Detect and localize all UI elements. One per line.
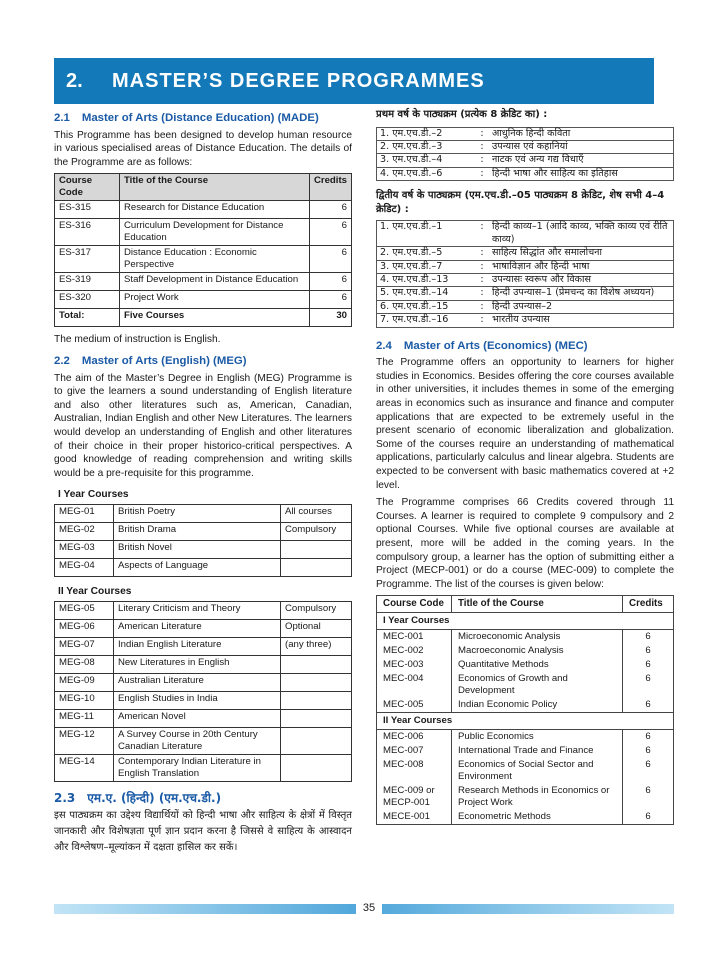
made-row-cell: Research for Distance Education: [120, 201, 310, 219]
mhd-year2-row-cell: 4. एम.एच.डी.–13: [380, 274, 449, 286]
mhd-year2-row-cell: भारतीय उपन्यास: [492, 314, 550, 326]
mec-title-cell: Indian Economic Policy: [452, 698, 623, 713]
meg-year2-row-cell: MEG-12: [55, 727, 114, 754]
mhd-intro: इस पाठ्यक्रम का उद्देश्य विद्यार्थियों को हिन्दी भाषा और साहित्य के क्षेत्रों में विस्तृत जानकारी और विशेषज्ञता पूर्ण ज्ञान प्रदान करना है जिससे वे साहित्य के आस्वादन और विश्लेषण–मूल्यांकन में दक्षता हासिल कर सकें।: [54, 810, 352, 854]
meg-year2-row-cell: Literary Criticism and Theory: [114, 601, 281, 619]
made-row: [55, 219, 352, 246]
meg-year1-row-cell: Compulsory: [281, 522, 352, 540]
mhd-year2-row: [377, 287, 674, 300]
mhd-year2-title: द्वितीय वर्ष के पाठ्यक्रम (एम.एच.डी.–05 पाठ्यक्रम 8 क्रेडिट, शेष सभी 4–4 क्रेडिट) :: [376, 190, 665, 215]
made-row-cell: ES-315: [55, 201, 120, 219]
meg-year1-row-cell: [281, 558, 352, 576]
made-row-cell: Staff Development in Distance Education: [120, 273, 310, 291]
mhd-year2-row-cell: साहित्य सिद्धांत और समालोचना: [492, 247, 602, 259]
mec-row: [377, 672, 674, 698]
meg-year2-row-cell: Australian Literature: [114, 673, 281, 691]
mhd-year1-row-cell: नाटक एवं अन्य गद्य विधाएँ: [492, 154, 584, 166]
mhd-year1-row-cell: :: [480, 154, 484, 166]
meg-year1-row-cell: MEG-02: [55, 522, 114, 540]
mec-code-cell: MEC-002: [377, 644, 452, 658]
meg-year2-row-cell: American Novel: [114, 709, 281, 727]
meg-year1-row: [55, 522, 352, 540]
meg-year1-row-cell: Aspects of Language: [114, 558, 281, 576]
mec-credit-cell: 6: [623, 784, 674, 810]
meg-year2-row-cell: [281, 655, 352, 673]
mhd-year1-title: प्रथम वर्ष के पाठ्यक्रम (प्रत्येक 8 क्रेडिट का) :: [376, 109, 548, 120]
mec-code-cell: MEC-005: [377, 698, 452, 713]
mec-title-cell: Research Methods in Economics or Project Work: [452, 784, 623, 810]
mec-code-cell: MEC-003: [377, 658, 452, 672]
mec-para1: The Programme offers an opportunity to learners for higher studies in Economics. Besides offering the core courses available in other universities, it includes themes in some of the emerging areas in economics such as insurance and finance and computer applications that are expected to be extremely useful in the present scenario of economic liberalization and globalization. Some of the courses require an understanding of mathematical applications, particularly calculus and linear algebra. Students are expected to be conversent with basic mathematics covered at +2 level.: [376, 357, 674, 491]
mhd-year1-row-cell: :: [480, 141, 484, 152]
meg-year1-row-cell: MEG-04: [55, 558, 114, 576]
mec-code-cell: MEC-007: [377, 744, 452, 758]
mhd-year2-row-cell: हिन्दी काव्य–1 (आदि काव्य, भक्ति काव्य एवं रीति काव्य): [492, 221, 668, 245]
mec-column-header: Credits: [623, 596, 674, 613]
page-number: 35: [356, 900, 382, 916]
made-row-cell: 6: [309, 219, 351, 246]
mec-row: [377, 644, 674, 658]
mec-title-cell: Economics of Growth and Development: [452, 672, 623, 698]
mhd-year1-row-cell: 2. एम.एच.डी.–3: [380, 141, 443, 152]
mhd-year2-row-cell: हिन्दी उपन्यास–2: [492, 300, 553, 312]
mec-column-header: Course Code: [377, 596, 452, 613]
made-row-cell: 6: [309, 246, 351, 273]
mec-title-cell: Quantitative Methods: [452, 658, 623, 672]
mhd-year2-row: [377, 314, 674, 327]
meg-year1-row: [55, 558, 352, 576]
meg-year2-row-cell: [281, 691, 352, 709]
mhd-year1-row: [377, 154, 674, 167]
meg-year2-row-cell: A Survey Course in 20th Century Canadian Literature: [114, 727, 281, 754]
mhd-year1-row-cell: आधुनिक हिन्दी कविता: [492, 127, 571, 139]
mec-code-cell: MEC-004: [377, 672, 452, 698]
mhd-year1-row-cell: 3. एम.एच.डी.–4: [380, 154, 443, 166]
made-total-cell: Total:: [55, 309, 120, 327]
mec-row: [377, 744, 674, 758]
meg-year2-row-cell: [281, 727, 352, 754]
meg-year2-row-cell: [281, 673, 352, 691]
mhd-year2-row-cell: :: [480, 247, 484, 259]
mec-column-header: Title of the Course: [452, 596, 623, 613]
made-table: [54, 173, 352, 327]
made-column-header: Credits: [309, 174, 351, 201]
mhd-year2-row: [377, 247, 674, 260]
mhd-year2-row-cell: उपन्यासः स्वरूप और विकास: [492, 274, 592, 286]
made-medium: The medium of instruction is English.: [54, 334, 221, 346]
mhd-year2-table: [376, 220, 674, 327]
mhd-year2-row: [377, 274, 674, 287]
mec-code-cell: MEC-008: [377, 758, 452, 784]
mec-title-cell: Econometric Methods: [452, 810, 623, 825]
mec-credit-cell: 6: [623, 644, 674, 658]
meg-intro: The aim of the Master’s Degree in English (MEG) Programme is to give the learners a sound understanding of English literature and also other literatures such as, American, Canadian, Australian, Indian English and other New Literatures. The learners would develop an understanding of English and other literatures of their choice in their proper historico-critical perspectives. A good knowledge of reading comprehension and writing skills would be a pre-requisite for this programme.: [54, 372, 352, 479]
mec-row: [377, 758, 674, 784]
mec-row: [377, 810, 674, 825]
meg-year2-row: [55, 754, 352, 781]
meg-year2-row-cell: New Literatures in English: [114, 655, 281, 673]
meg-year2-row-cell: MEG-10: [55, 691, 114, 709]
mec-title-cell: Macroeconomic Analysis: [452, 644, 623, 658]
mec-credit-cell: 6: [623, 810, 674, 825]
meg-year2-row: [55, 709, 352, 727]
meg-year2-row-cell: [281, 754, 352, 781]
mec-title-cell: Microeconomic Analysis: [452, 630, 623, 645]
meg-year2-row-cell: Contemporary Indian Literature in English Translation: [114, 754, 281, 781]
mhd-year1-row: [377, 141, 674, 154]
made-row-cell: ES-320: [55, 291, 120, 309]
meg-year1-row-cell: MEG-01: [55, 504, 114, 522]
mhd-year2-row-cell: हिन्दी उपन्यास–1 (प्रेमचन्द का विशेष अध्ययन): [492, 287, 655, 299]
mec-credit-cell: 6: [623, 730, 674, 745]
meg-year2-row-cell: (any three): [281, 637, 352, 655]
mec-code-cell: MEC-001: [377, 630, 452, 645]
mec-title-cell: Public Economics: [452, 730, 623, 745]
made-row: [55, 291, 352, 309]
meg-year1-table: [54, 504, 352, 577]
meg-year2-row: [55, 691, 352, 709]
mhd-year2-row-cell: 3. एम.एच.डी.–7: [380, 260, 443, 272]
mhd-year2-row-cell: 6. एम.एच.डी.–15: [380, 300, 449, 312]
made-row-cell: ES-317: [55, 246, 120, 273]
meg-year2-table: [54, 601, 352, 782]
mhd-year1-row: [377, 167, 674, 180]
made-row-cell: Curriculum Development for Distance Education: [120, 219, 310, 246]
mhd-year2-row-cell: :: [480, 314, 484, 326]
mhd-year1-row-cell: :: [480, 167, 484, 179]
mec-group-row: [377, 613, 674, 630]
mec-title-cell: International Trade and Finance: [452, 744, 623, 758]
meg-year2-row: [55, 637, 352, 655]
meg-year1-row-cell: All courses: [281, 504, 352, 522]
mec-row: [377, 730, 674, 745]
made-total-row: [55, 309, 352, 327]
right-column: [376, 108, 674, 825]
mhd-year1-row: [377, 127, 674, 140]
made-row-cell: 6: [309, 291, 351, 309]
made-row-cell: ES-319: [55, 273, 120, 291]
made-column-header: Course Code: [55, 174, 120, 201]
meg-year2-row-cell: [281, 709, 352, 727]
mec-credit-cell: 6: [623, 758, 674, 784]
made-heading: 2.1 Master of Arts (Distance Education) (MADE): [54, 112, 319, 124]
meg-year2-row-cell: MEG-08: [55, 655, 114, 673]
mhd-year1-row-cell: 4. एम.एच.डी.–6: [380, 167, 443, 179]
mhd-year1-table: [376, 127, 674, 182]
made-row-cell: 6: [309, 273, 351, 291]
mec-table: [376, 595, 674, 825]
meg-year2-row-cell: Compulsory: [281, 601, 352, 619]
mec-credit-cell: 6: [623, 698, 674, 713]
meg-year1-row-cell: MEG-03: [55, 540, 114, 558]
mec-group-row: [377, 713, 674, 730]
mhd-year2-row-cell: :: [480, 260, 484, 272]
made-column-header: Title of the Course: [120, 174, 310, 201]
made-row: [55, 246, 352, 273]
meg-year2-row: [55, 601, 352, 619]
meg-year2-row: [55, 619, 352, 637]
mec-row: [377, 784, 674, 810]
mhd-year2-row-cell: :: [480, 221, 484, 233]
mec-code-cell: MEC-009 or MECP-001: [377, 784, 452, 810]
made-row-cell: 6: [309, 201, 351, 219]
mhd-year2-row: [377, 260, 674, 273]
made-row-cell: Distance Education : Economic Perspective: [120, 246, 310, 273]
made-row-cell: ES-316: [55, 219, 120, 246]
mhd-year2-row-cell: 7. एम.एच.डी.–16: [380, 314, 449, 326]
mhd-year2-row-cell: भाषाविज्ञान और हिन्दी भाषा: [492, 260, 590, 272]
mhd-year2-row: [377, 300, 674, 313]
mhd-year2-row-cell: :: [480, 300, 484, 312]
mhd-year2-row: [377, 221, 674, 247]
mec-heading: 2.4 Master of Arts (Economics) (MEC): [376, 339, 588, 352]
mec-code-cell: MEC-006: [377, 730, 452, 745]
mec-row: [377, 698, 674, 713]
mec-credit-cell: 6: [623, 630, 674, 645]
meg-year2-row-cell: Optional: [281, 619, 352, 637]
meg-year1-row: [55, 540, 352, 558]
made-total-cell: Five Courses: [120, 309, 310, 327]
mhd-heading: 2.3 एम.ए. (हिन्दी) (एम.एच.डी.): [54, 790, 222, 805]
mhd-year1-row-cell: उपन्यास एवं कहानियां: [492, 141, 568, 152]
section-header: [54, 58, 654, 104]
meg-year2-row-cell: Indian English Literature: [114, 637, 281, 655]
mec-para2: The Programme comprises 66 Credits covered through 11 Courses. A learner is required to complete 9 compulsory and 2 optional Courses. While five optional courses are available at present, more will be added in the coming years. In the compulsory group, a learner has the option of submitting either a Project (MECP-001) or do a course (MEC-009) to complete the Programme. The list of the courses is given below:: [376, 497, 674, 590]
meg-year1-row-cell: British Novel: [114, 540, 281, 558]
meg-year2-row: [55, 655, 352, 673]
mec-group-label: II Year Courses: [377, 713, 674, 730]
mhd-year2-row-cell: 5. एम.एच.डी.–14: [380, 287, 449, 299]
made-intro: This Programme has been designed to develop human resource in various specialised areas of Distance Education. The details of the Programme are as follows:: [54, 129, 352, 168]
meg-year2-label: II Year Courses: [58, 585, 132, 597]
mec-credit-cell: 6: [623, 658, 674, 672]
meg-year1-row-cell: British Poetry: [114, 504, 281, 522]
section-number: 2.: [66, 69, 83, 92]
mec-row: [377, 630, 674, 645]
mhd-year1-row-cell: 1. एम.एच.डी.–2: [380, 127, 443, 139]
meg-year1-label: I Year Courses: [58, 489, 129, 501]
meg-year2-row-cell: MEG-07: [55, 637, 114, 655]
meg-year2-row-cell: MEG-09: [55, 673, 114, 691]
meg-year1-row-cell: [281, 540, 352, 558]
meg-year1-row: [55, 504, 352, 522]
meg-year2-row-cell: MEG-06: [55, 619, 114, 637]
mec-title-cell: Economics of Social Sector and Environment: [452, 758, 623, 784]
made-total-cell: 30: [309, 309, 351, 327]
mec-row: [377, 658, 674, 672]
mhd-year2-row-cell: 1. एम.एच.डी.–1: [380, 221, 443, 233]
mhd-year1-row-cell: हिन्दी भाषा और साहित्य का इतिहास: [492, 167, 618, 179]
meg-year2-row-cell: MEG-05: [55, 601, 114, 619]
mec-code-cell: MECE-001: [377, 810, 452, 825]
mec-credit-cell: 6: [623, 744, 674, 758]
meg-heading: 2.2 Master of Arts (English) (MEG): [54, 354, 247, 367]
meg-year1-row-cell: British Drama: [114, 522, 281, 540]
made-row-cell: Project Work: [120, 291, 310, 309]
meg-year2-row-cell: MEG-14: [55, 754, 114, 781]
mhd-year2-row-cell: :: [480, 287, 484, 299]
meg-year2-row-cell: MEG-11: [55, 709, 114, 727]
mhd-year2-row-cell: 2. एम.एच.डी.–5: [380, 247, 443, 259]
meg-year2-row-cell: English Studies in India: [114, 691, 281, 709]
mhd-year1-row-cell: :: [480, 127, 484, 139]
mhd-year2-row-cell: :: [480, 274, 484, 286]
mec-group-label: I Year Courses: [377, 613, 674, 630]
mec-credit-cell: 6: [623, 672, 674, 698]
made-row: [55, 201, 352, 219]
meg-year2-row: [55, 727, 352, 754]
meg-year2-row-cell: American Literature: [114, 619, 281, 637]
section-title: MASTER’S DEGREE PROGRAMMES: [112, 69, 485, 92]
meg-year2-row: [55, 673, 352, 691]
left-column: [54, 108, 352, 860]
made-row: [55, 273, 352, 291]
